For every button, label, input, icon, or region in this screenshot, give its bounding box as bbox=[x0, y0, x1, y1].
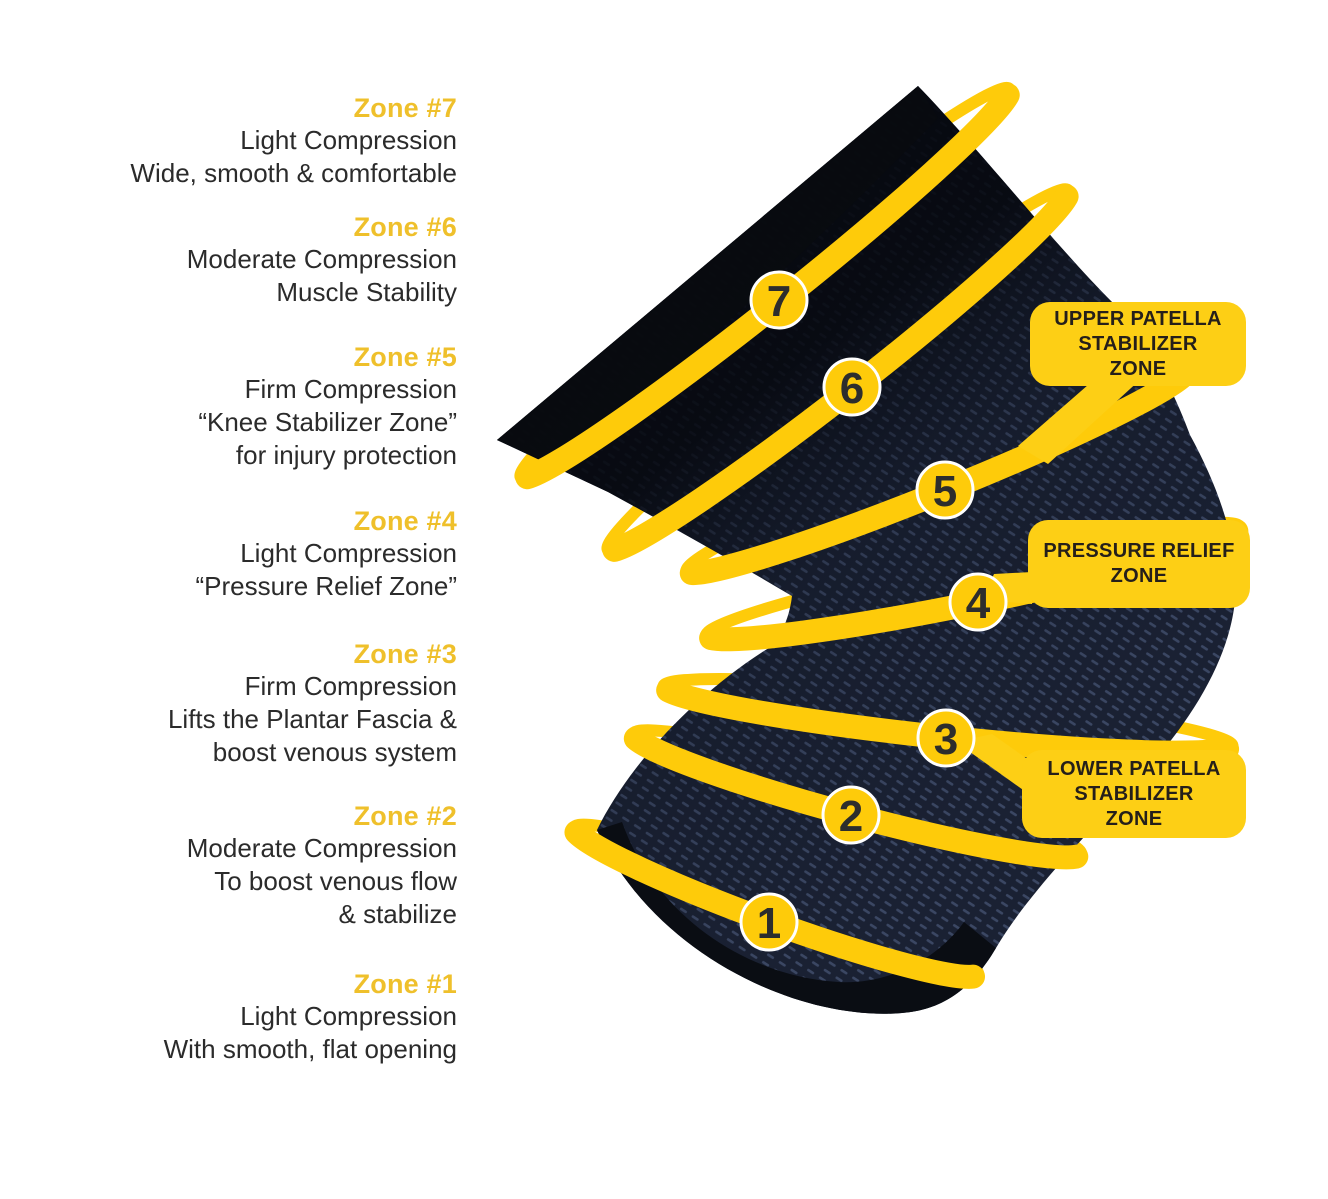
zone-7-description bbox=[0, 92, 457, 190]
zone-2-heading: Zone #2 bbox=[353, 801, 457, 831]
callout-line: UPPER PATELLA bbox=[1054, 307, 1222, 330]
zone-7-heading: Zone #7 bbox=[353, 93, 457, 123]
zone-marker-7-number: 7 bbox=[766, 277, 792, 326]
zone-5-line: for injury protection bbox=[235, 440, 457, 470]
zone-4-heading: Zone #4 bbox=[353, 506, 457, 536]
zone-marker-1-number: 1 bbox=[756, 899, 782, 948]
zone-marker-7 bbox=[751, 272, 807, 328]
zone-marker-2 bbox=[823, 787, 879, 843]
zone-4-line: “Pressure Relief Zone” bbox=[195, 571, 457, 601]
upper-patella-callout bbox=[1030, 302, 1246, 386]
zone-2-description bbox=[0, 800, 457, 931]
callout-line: ZONE bbox=[1109, 357, 1167, 380]
callout-line: LOWER PATELLA bbox=[1047, 757, 1221, 780]
zone-3-line: Firm Compression bbox=[244, 671, 457, 701]
zone-1-line: Light Compression bbox=[240, 1001, 457, 1031]
zone-3-heading: Zone #3 bbox=[353, 639, 457, 669]
zone-2-line: To boost venous flow bbox=[214, 866, 457, 896]
zone-6-description bbox=[0, 211, 457, 309]
zone-marker-3 bbox=[918, 710, 974, 766]
callout-line: STABILIZER bbox=[1074, 782, 1194, 805]
zone-1-line: With smooth, flat opening bbox=[163, 1034, 457, 1064]
callout-line: PRESSURE RELIEF bbox=[1043, 540, 1235, 562]
zone-2-line: & stabilize bbox=[338, 899, 457, 929]
zone-4-line: Light Compression bbox=[240, 538, 457, 568]
lower-patella-callout bbox=[1022, 750, 1246, 838]
zone-6-heading: Zone #6 bbox=[353, 212, 457, 242]
zone-4-description bbox=[0, 505, 457, 603]
zone-marker-4 bbox=[950, 574, 1006, 630]
callout-line: ZONE bbox=[1110, 565, 1168, 587]
zone-marker-2-number: 2 bbox=[838, 792, 864, 841]
pressure-relief-callout bbox=[1028, 520, 1250, 608]
zone-marker-1 bbox=[741, 894, 797, 950]
zone-marker-6 bbox=[824, 359, 880, 415]
zone-5-heading: Zone #5 bbox=[353, 342, 457, 372]
zone-2-line: Moderate Compression bbox=[186, 833, 457, 863]
zone-1-heading: Zone #1 bbox=[353, 969, 457, 999]
zone-5-line: Firm Compression bbox=[244, 374, 457, 404]
zone-7-line: Light Compression bbox=[240, 125, 457, 155]
callout-line: ZONE bbox=[1105, 807, 1163, 830]
callout-line: STABILIZER bbox=[1078, 332, 1198, 355]
zone-marker-5 bbox=[917, 462, 973, 518]
zone-marker-3-number: 3 bbox=[933, 715, 959, 764]
zone-6-line: Muscle Stability bbox=[276, 277, 457, 307]
zone-1-description bbox=[0, 968, 457, 1066]
zone-marker-6-number: 6 bbox=[839, 364, 865, 413]
zone-6-line: Moderate Compression bbox=[186, 244, 457, 274]
zone-5-line: “Knee Stabilizer Zone” bbox=[198, 407, 457, 437]
zone-3-description bbox=[0, 638, 457, 769]
zone-marker-5-number: 5 bbox=[932, 467, 958, 516]
zone-5-description bbox=[0, 341, 457, 472]
zone-3-line: boost venous system bbox=[212, 737, 457, 767]
zone-7-line: Wide, smooth & comfortable bbox=[130, 158, 457, 188]
zone-marker-4-number: 4 bbox=[965, 579, 991, 628]
zone-3-line: Lifts the Plantar Fascia & bbox=[167, 704, 457, 734]
